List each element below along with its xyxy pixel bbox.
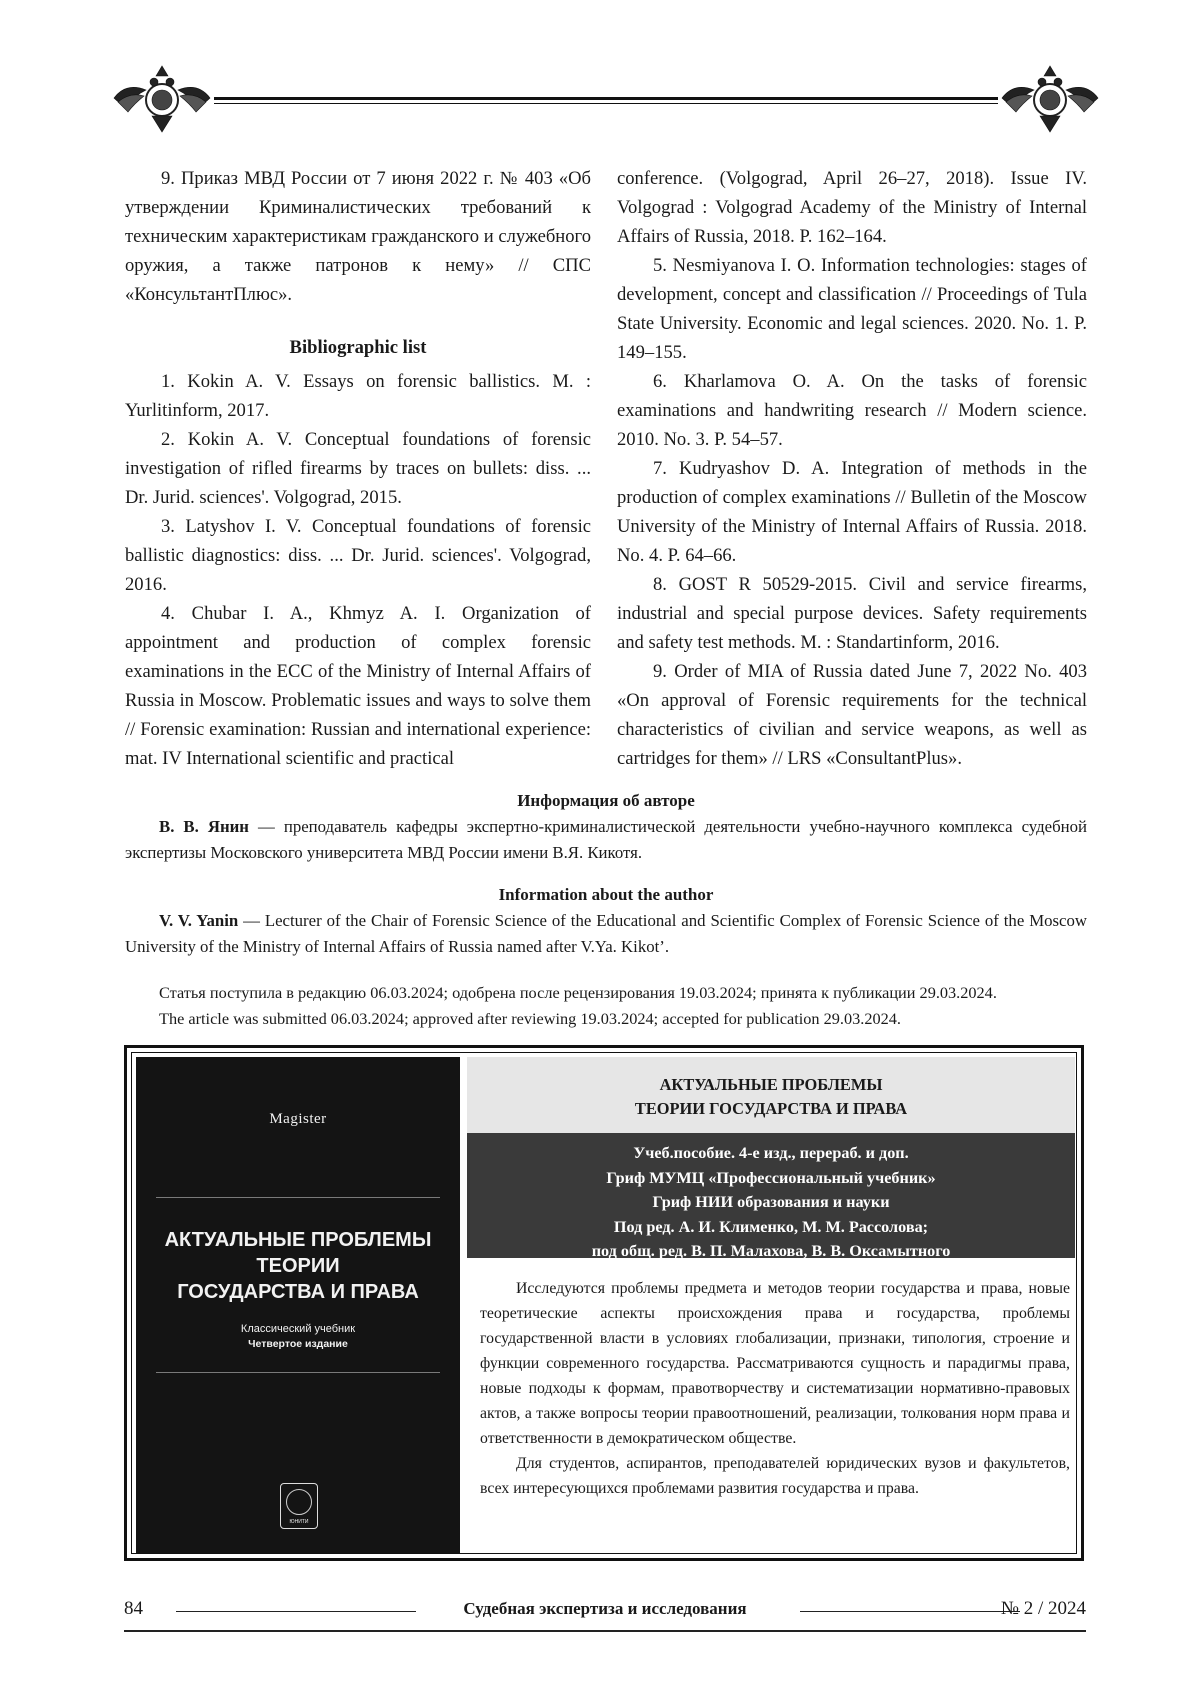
author-description: — Lecturer of the Chair of Forensic Science of the Educational and Scientific Complex of Forensic Science of the Moscow University of the Ministry of Internal Affairs of Russia named after V.Ya. Kikot’. (125, 911, 1087, 956)
author-name: V. V. Yanin (159, 911, 239, 930)
reference-item: 4. Chubar I. A., Khmyz A. I. Organization of appointment and production of complex forensic examinations in the ECC of the Ministry of Internal Affairs of Russia in Moscow. Problematic issues and ways to solve them // Forensic examination: Russian and international experience: mat. IV International scientific and practical (125, 603, 591, 769)
cover-title (136, 1227, 460, 1305)
cover-title-line: ТЕОРИИ (256, 1255, 340, 1277)
author-info-ru (125, 788, 1087, 866)
eagle-emblem-icon (112, 62, 212, 134)
author-description: — преподаватель кафедры экспертно-криминалистической деятельности учебно-научного комплекса судебной экспертизы Московского университета МВД России имени В.Я. Кикотя. (125, 817, 1087, 862)
left-column (125, 164, 591, 773)
article-dates (125, 980, 1087, 1032)
cover-subtitle: Классический учебник (240, 1323, 356, 1335)
author-info-en (125, 882, 1087, 960)
cover-title-line: АКТУАЛЬНЫЕ ПРОБЛЕМЫ (164, 1229, 432, 1251)
bibliography-heading: Bibliographic list (289, 337, 427, 358)
ad-description-paragraph: Для студентов, аспирантов, преподавателей юридических вузов и факультетов, всех интересующихся проблемами развития государства и права. (480, 1455, 1070, 1497)
ad-detail-line: Гриф МУМЦ «Профессиональный учебник» (606, 1168, 936, 1187)
journal-title: Судебная экспертиза и исследования (124, 1599, 1086, 1619)
reference-item-continued: conference. (Volgograd, April 26–27, 2018). Issue IV. Volgograd : Volgograd Academy of the Ministry of Internal Affairs of Russia, 2018. P. 162–164. (617, 168, 1087, 247)
author-info-heading: Information about the author (498, 885, 714, 904)
author-info-text (125, 908, 1087, 960)
cover-edition: Четвертое издание (248, 1338, 348, 1350)
ad-detail-line: под общ. ред. В. П. Малахова, В. В. Оксамытного (591, 1242, 951, 1260)
book-advertisement (124, 1045, 1084, 1561)
header-rule (214, 97, 998, 100)
reference-item: 1. Kokin A. V. Essays on forensic ballistics. M. : Yurlitinform, 2017. (125, 371, 591, 421)
ad-detail-line: Учеб.пособие. 4-е изд., перераб. и доп. (633, 1144, 909, 1162)
article-dates-en: The article was submitted 06.03.2024; approved after reviewing 19.03.2024; accepted for publication 29.03.2024. (159, 1009, 901, 1028)
reference-item: 7. Kudryashov D. A. Integration of methods in the production of complex examinations // Bulletin of the Moscow University of the Ministry of Internal Affairs of Russia. 2018. No. 4. P. 64–66. (617, 458, 1087, 566)
eagle-emblem-icon (1000, 62, 1100, 134)
book-cover (136, 1057, 460, 1553)
cover-rule (156, 1372, 440, 1373)
footer-base-rule (124, 1630, 1086, 1632)
reference-item: 8. GOST R 50529-2015. Civil and service firearms, industrial and special purpose devices. Safety requirements and safety test methods. M. : Standartinform, 2016. (617, 574, 1087, 653)
header-rule-thin (214, 103, 998, 104)
ad-detail-line: Гриф НИИ образования и науки (652, 1193, 890, 1211)
ad-book-details (467, 1133, 1075, 1258)
reference-item: 5. Nesmiyanova I. O. Information technologies: stages of development, concept and classification // Proceedings of Tula State University. Economic and legal sciences. 2020. No. 1. P. 149–155. (617, 255, 1087, 363)
article-dates-ru: Статья поступила в редакцию 06.03.2024; одобрена после рецензирования 19.03.2024; принята к публикации 29.03.2024. (159, 983, 997, 1002)
ad-description-paragraph: Исследуются проблемы предмета и методов теории государства и права, новые теоретические аспекты происхождения права и государства, проблемы государственной власти в условиях глобализации, признаки, типология, строение и функции современного государства. Рассматриваются сущность и парадигмы права, новые подходы к формам, правотворчеству и систематизации нормативно-правовых актов, а также вопросы теории правоотношений, реализации, толкования норм права и ответственности в демократическом обществе. (480, 1280, 1070, 1447)
reference-item: 9. Приказ МВД России от 7 июня 2022 г. № 403 «Об утверждении Криминалистических требований к техническим характеристикам гражданского и служебного оружия, а также патронов к нему» // СПС «КонсультантПлюс». (125, 168, 591, 305)
ad-book-title (467, 1057, 1075, 1133)
reference-item: 3. Latyshov I. V. Conceptual foundations of forensic ballistic diagnostics: diss. ... Dr. Jurid. sciences'. Volgograd, 2016. (125, 516, 591, 595)
author-info-text (125, 814, 1087, 866)
author-name: В. В. Янин (159, 817, 249, 836)
cover-title-line: ГОСУДАРСТВА И ПРАВА (177, 1281, 419, 1303)
ad-title-line: ТЕОРИИ ГОСУДАРСТВА И ПРАВА (634, 1099, 908, 1118)
cover-publisher: Magister (269, 1111, 327, 1127)
ad-title-line: АКТУАЛЬНЫЕ ПРОБЛЕМЫ (659, 1075, 883, 1094)
reference-item: 9. Order of MIA of Russia dated June 7, 2022 No. 403 «On approval of Forensic requirements for the technical characteristics of civilian and service weapons, as well as cartridges for them» // LRS «ConsultantPlus». (617, 661, 1087, 769)
right-column (617, 164, 1087, 773)
author-info-heading: Информация об авторе (517, 791, 695, 810)
page-number: 84 (124, 1598, 143, 1619)
reference-item: 6. Kharlamova O. A. On the tasks of forensic examinations and handwriting research // Modern science. 2010. No. 3. P. 54–57. (617, 371, 1087, 450)
page-footer (124, 1598, 1086, 1628)
ad-description (480, 1276, 1070, 1501)
publisher-logo-icon: ЮНИТИ (280, 1483, 318, 1529)
ad-detail-line: Под ред. А. И. Клименко, М. М. Рассолова; (613, 1217, 929, 1236)
cover-rule (156, 1197, 440, 1198)
issue-number: № 2 / 2024 (1000, 1598, 1086, 1619)
reference-item: 2. Kokin A. V. Conceptual foundations of forensic investigation of rifled firearms by traces on bullets: diss. ... Dr. Jurid. sciences'. Volgograd, 2015. (125, 429, 591, 508)
